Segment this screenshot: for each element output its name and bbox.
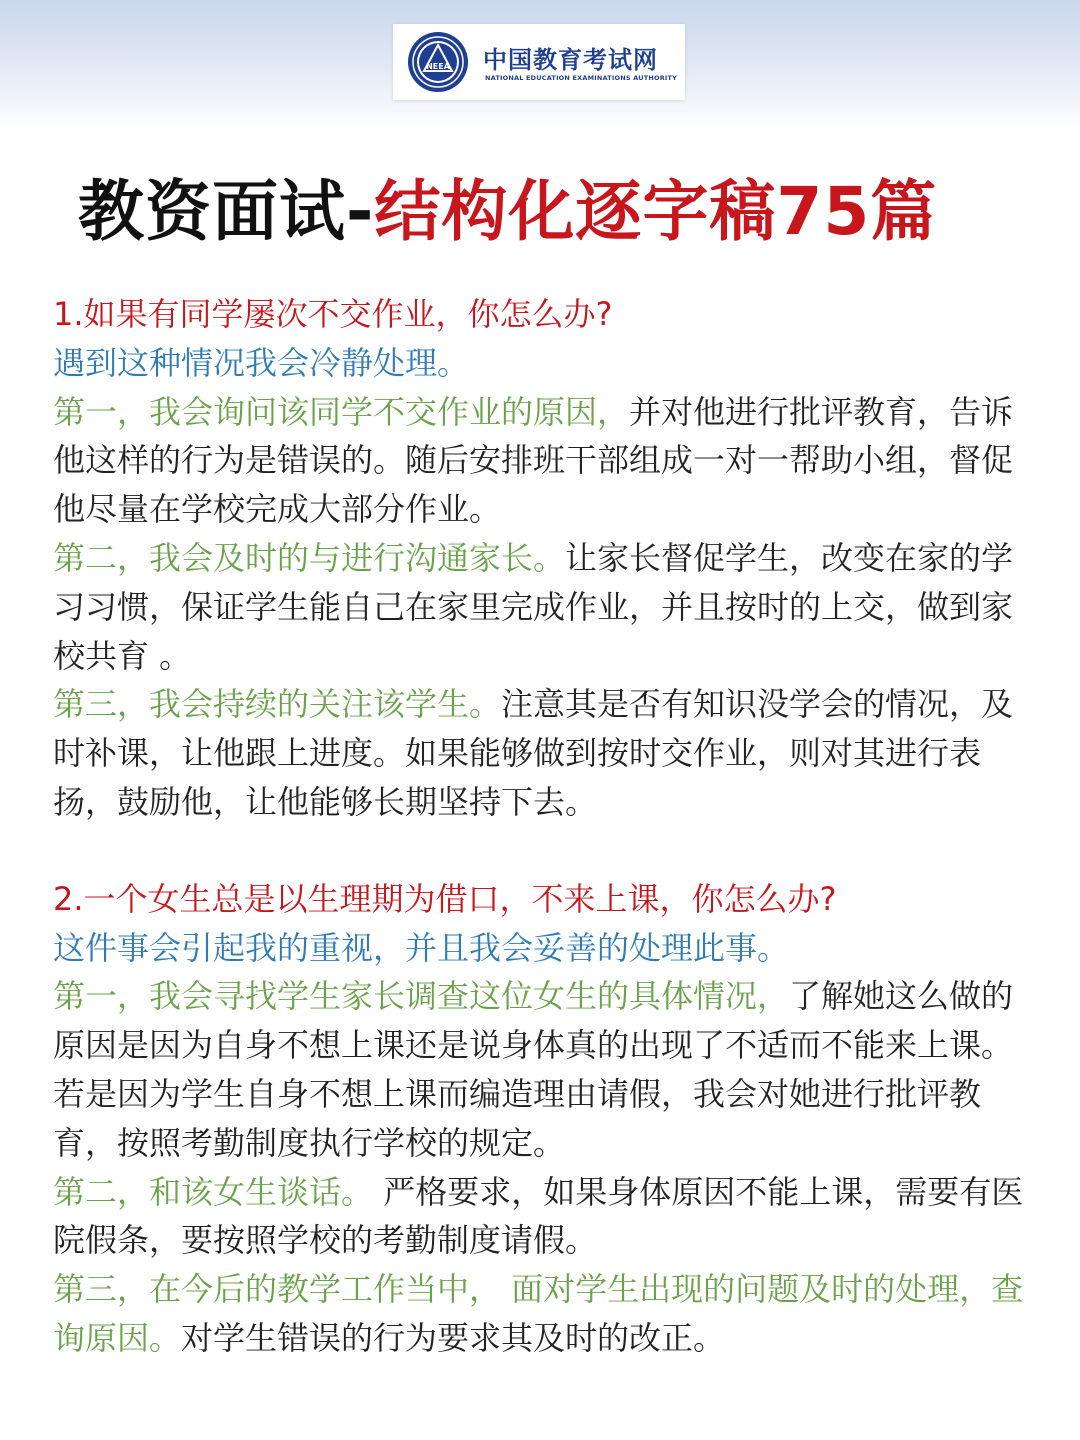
point-lead: 第三，在今后的教学工作当中， 面对学生出现的问题及时的处理，查 询原因。 (53, 1270, 1024, 1357)
title-part-black: 教资面试- (78, 173, 375, 250)
header-band (0, 0, 1080, 130)
site-logo[interactable] (393, 24, 685, 100)
article-body (53, 290, 1028, 1363)
qa-section-1 (53, 290, 1028, 827)
point-text: 注意其是否有知识没学会的情况，及 时补课，让他跟上进度。如果能够做到按时交作业，则对其进行表 扬，鼓励他，让他能够长期坚持下去。 (53, 685, 1014, 821)
answer-intro: 这件事会引起我的重视，并且我会妥善的处理此事。 (53, 928, 790, 967)
answer-point (53, 972, 1028, 1167)
point-text: 并对他进行批评教育，告诉 他这样的行为是错误的。随后安排班干部组成一对一帮助小组，督促 他尽量在学校完成大部分作业。 (53, 392, 1014, 529)
point-text: 对学生错误的行为要求其及时的改正。 (181, 1318, 726, 1357)
svg-text:NEEA: NEEA (426, 62, 450, 71)
point-text: 让家长督促学生，改变在家的学 习习惯，保证学生能自己在家里完成作业，并且按时的上交，做到家 校共育 。 (53, 538, 1014, 675)
page-title (78, 158, 937, 253)
point-lead: 第二，我会及时的与进行沟通家长。 (53, 538, 566, 577)
answer-point (53, 1265, 1028, 1363)
answer-point (53, 388, 1028, 534)
point-lead: 第一，我会寻找学生家长调查这位女生的具体情况， (53, 977, 790, 1016)
answer-point (53, 534, 1028, 680)
question-heading: 2.一个女生总是以生理期为借口，不来上课，你怎么办? (53, 879, 837, 918)
question-heading: 1.如果有同学屡次不交作业，你怎么办? (53, 295, 613, 333)
logo-subtitle: NATIONAL EDUCATION EXAMINATIONS AUTHORITY (485, 74, 678, 82)
point-lead: 第三，我会持续的关注该学生。 (53, 685, 502, 724)
point-lead: 第一，我会询问该同学不交作业的原因， (53, 392, 630, 431)
title-part-red: 结构化逐字稿75篇 (374, 173, 938, 250)
answer-point (53, 1168, 1028, 1266)
neea-emblem-icon (407, 31, 469, 93)
qa-section-2 (53, 875, 1028, 1363)
answer-point (53, 680, 1028, 826)
point-text: 了解她这么做的 原因是因为自身不想上课还是说身体真的出现了不适而不能来上课。 若是因为学生自身不想上课而编造理由请假，我会对她进行批评教 育，按照考勤制度执行学校的规定。 (53, 977, 1014, 1162)
section-spacer (53, 827, 1028, 875)
answer-intro: 遇到这种情况我会冷静处理。 (53, 343, 470, 382)
point-lead: 第二，和该女生谈话。 (53, 1172, 374, 1211)
point-text: 严格要求，如果身体原因不能上课，需要有医 院假条，要按照学校的考勤制度请假。 (53, 1172, 1024, 1260)
logo-title: 中国教育考试网 (483, 46, 658, 74)
